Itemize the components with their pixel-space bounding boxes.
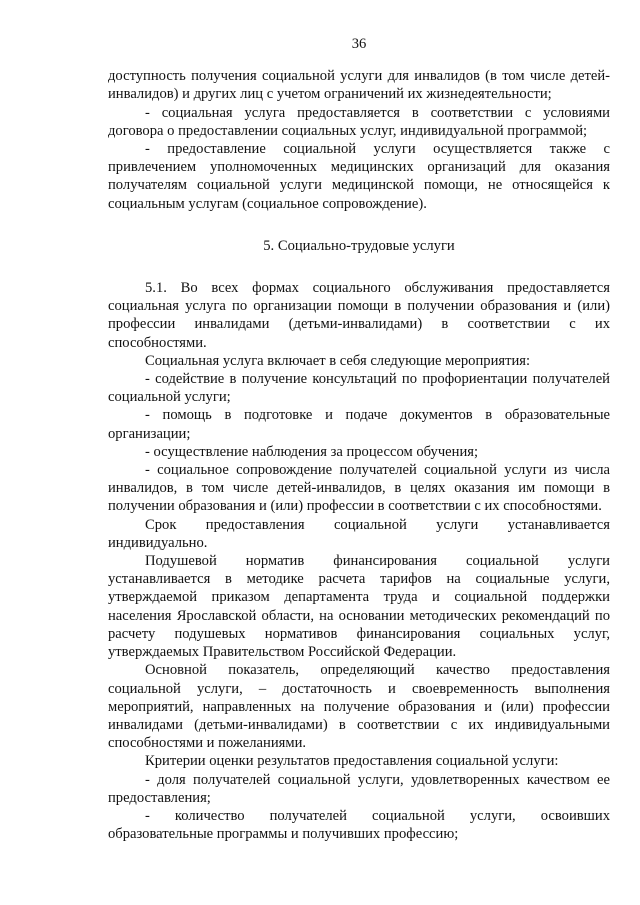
paragraph: Подушевой норматив финансирования социальной услуги устанавливается в методике расчета тарифов на социальные услуги, утверждаемой приказом департамента труда и социальной поддержки населения Ярославской области, на основании методических рекомендаций по расчету подушевых нормативов финансирования социальных услуг, утверждаемых Правительством Российской Федерации. <box>108 553 610 661</box>
list-item: - осуществление наблюдения за процессом обучения; <box>145 443 479 460</box>
page-number: 36 <box>351 36 367 52</box>
paragraph: Социальная услуга включает в себя следующие мероприятия: <box>145 352 531 369</box>
list-item: - количество получателей социальной услуги, освоивших образовательные программы и получивших профессию; <box>108 807 610 843</box>
paragraph: 5.1. Во всех формах социального обслуживания предоставляется социальная услуга по организации помощи в получении образования и (или) профессии инвалидами (детьми-инвалидами) в соответствии с их способностями. <box>108 280 610 351</box>
paragraph: - предоставление социальной услуги осуществляется также с привлечением уполномоченных медицинских организаций для оказания получателям социальной услуги медицинской помощи, не относящейся к социальным услугам (социальное сопровождение). <box>108 141 610 212</box>
list-item: - доля получателей социальной услуги, удовлетворенных качеством ее предоставления; <box>108 771 610 806</box>
paragraph: - социальная услуга предоставляется в соответствии с условиями договора о предоставлении социальных услуг, индивидуальной программой; <box>108 104 610 139</box>
paragraph: доступность получения социальной услуги для инвалидов (в том числе детей-инвалидов) и других лиц с учетом ограничений их жизнедеятельности; <box>108 68 610 103</box>
list-item: - содействие в получение консультаций по профориентации получателей социальной услуги; <box>108 371 610 406</box>
section-heading: 5. Социально-трудовые услуги <box>263 237 455 254</box>
list-item: - социальное сопровождение получателей социальной услуги из числа инвалидов, в том числе детей-инвалидов, в целях оказания им помощи в получении образования и (или) профессии в соответствии с их способностями. <box>108 462 610 515</box>
document-page <box>108 35 610 843</box>
paragraph: Срок предоставления социальной услуги устанавливается индивидуально. <box>108 516 610 551</box>
paragraph: Критерии оценки результатов предоставления социальной услуги: <box>145 753 559 770</box>
paragraph: Основной показатель, определяющий качество предоставления социальной услуги, – достаточность и своевременность выполнения мероприятий, направленных на получение образования и (или) профессии инвалидами (детьми-инвалидами) в соответствии с их индивидуальными способностями и пожеланиями. <box>108 662 610 752</box>
list-item: - помощь в подготовке и подаче документов в образовательные организации; <box>108 407 610 442</box>
